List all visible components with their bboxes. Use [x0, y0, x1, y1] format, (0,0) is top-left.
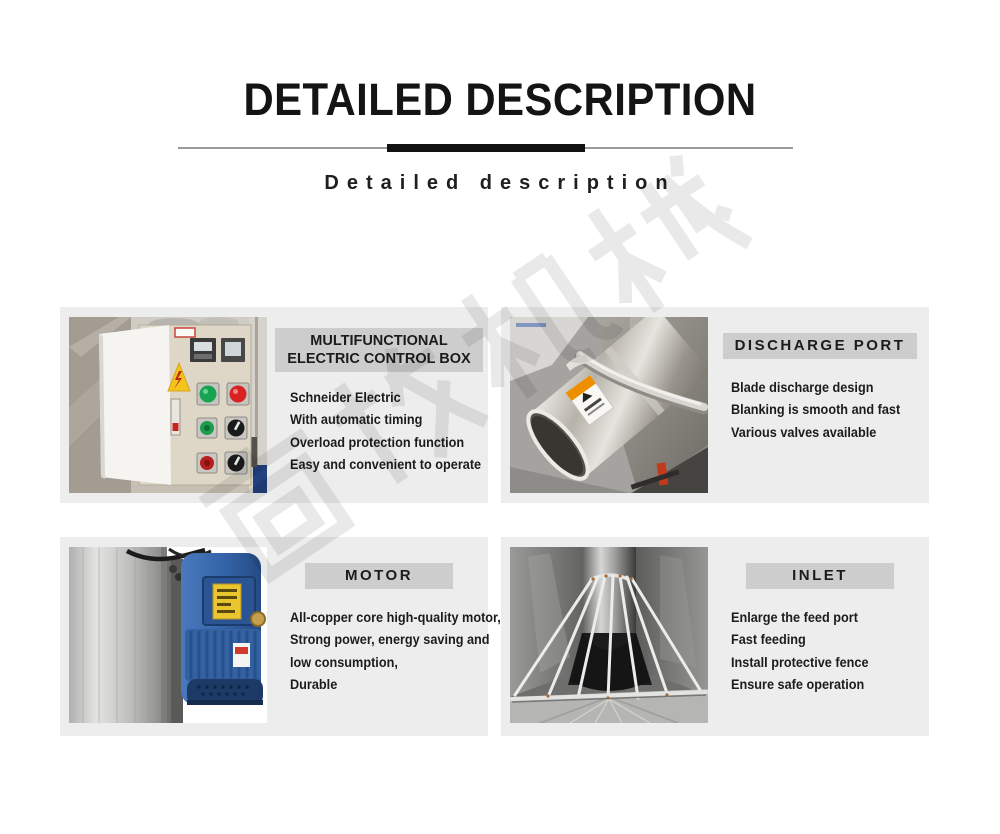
feature-item: Overload protection function [290, 434, 465, 450]
title-divider-accent [387, 144, 585, 152]
feature-item: All-copper core high-quality motor, [290, 610, 501, 625]
card-discharge-port [501, 307, 929, 503]
feature-item: Install protective fence [731, 654, 869, 670]
motor-photo [69, 547, 267, 723]
card-electric-control-box [60, 307, 488, 503]
card-title-band [746, 563, 894, 589]
feature-item: Easy and convenient to operate [290, 456, 482, 472]
feature-item: Durable [290, 676, 338, 692]
card-title-band [275, 328, 482, 372]
card-title-line: MULTIFUNCTIONAL [310, 333, 448, 349]
card-title-band [723, 333, 918, 359]
feature-item: Strong power, energy saving and [290, 632, 490, 648]
inlet-photo [510, 547, 708, 723]
feature-cards-grid [60, 307, 929, 736]
feature-item: Fast feeding [731, 632, 806, 648]
feature-list [290, 387, 481, 476]
page-title: DETAILED DESCRIPTION [243, 74, 757, 125]
feature-item: Blade discharge design [731, 380, 874, 395]
feature-item: Blanking is smooth and fast [731, 402, 901, 418]
feature-item: Enlarge the feed port [731, 610, 858, 625]
feature-item: With automatic timing [290, 412, 423, 428]
feature-list [731, 607, 869, 696]
feature-item: low consumption, [290, 654, 398, 670]
card-title-line: ELECTRIC CONTROL BOX [287, 351, 471, 367]
card-motor [60, 537, 501, 736]
feature-item: Various valves available [731, 424, 877, 440]
card-title-band [305, 563, 453, 589]
feature-item: Ensure safe operation [731, 676, 865, 692]
card-title-line: DISCHARGE PORT [734, 337, 906, 354]
card-title-line: MOTOR [344, 567, 414, 584]
card-inlet [501, 537, 929, 736]
feature-list [731, 377, 900, 444]
discharge-port-photo [510, 317, 708, 493]
electric-control-box-photo [69, 317, 267, 493]
card-title-line: INLET [792, 567, 848, 584]
feature-list [290, 607, 501, 696]
page-subtitle: Detailed description [324, 172, 676, 194]
feature-item: Schneider Electric [290, 390, 401, 405]
